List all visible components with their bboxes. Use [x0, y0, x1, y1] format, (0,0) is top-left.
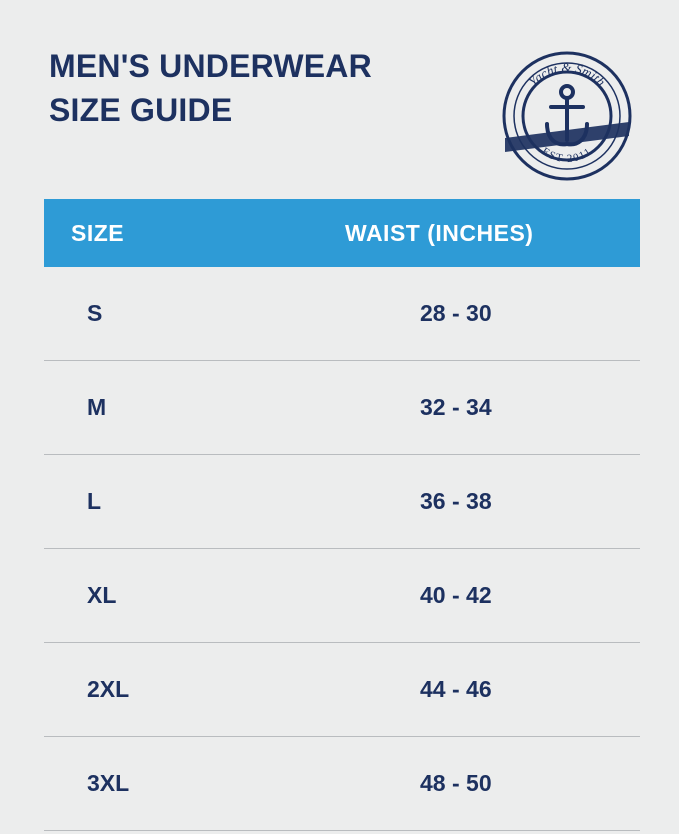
table-row	[44, 549, 640, 643]
cell-waist: 28 - 30	[420, 300, 492, 326]
page-title	[49, 44, 469, 132]
cell-size: XL	[87, 582, 117, 608]
table-row	[44, 737, 640, 831]
column-header-size: SIZE	[71, 219, 125, 246]
page-title-line-2: SIZE GUIDE	[49, 92, 233, 128]
cell-size: L	[87, 488, 102, 514]
cell-waist: 32 - 34	[420, 394, 492, 420]
brand-logo	[495, 44, 639, 188]
cell-waist: 48 - 50	[420, 770, 492, 796]
page-header	[49, 44, 639, 174]
page-title-line-1: MEN'S UNDERWEAR	[49, 48, 372, 84]
svg-text:EST 2011: EST 2011	[539, 145, 595, 166]
cell-size: 3XL	[87, 770, 130, 796]
table-row	[44, 361, 640, 455]
table-header-row	[44, 199, 640, 267]
cell-waist: 36 - 38	[420, 488, 492, 514]
cell-size: S	[87, 300, 103, 326]
cell-waist: 40 - 42	[420, 582, 492, 608]
table-row	[44, 267, 640, 361]
cell-size: M	[87, 394, 107, 420]
column-header-waist: WAIST (INCHES)	[345, 219, 534, 246]
table-row	[44, 455, 640, 549]
cell-waist: 44 - 46	[420, 676, 492, 702]
size-chart-table	[44, 199, 640, 831]
table-row	[44, 643, 640, 737]
cell-size: 2XL	[87, 676, 130, 702]
svg-text:Yacht & Smith: Yacht & Smith	[525, 59, 609, 90]
